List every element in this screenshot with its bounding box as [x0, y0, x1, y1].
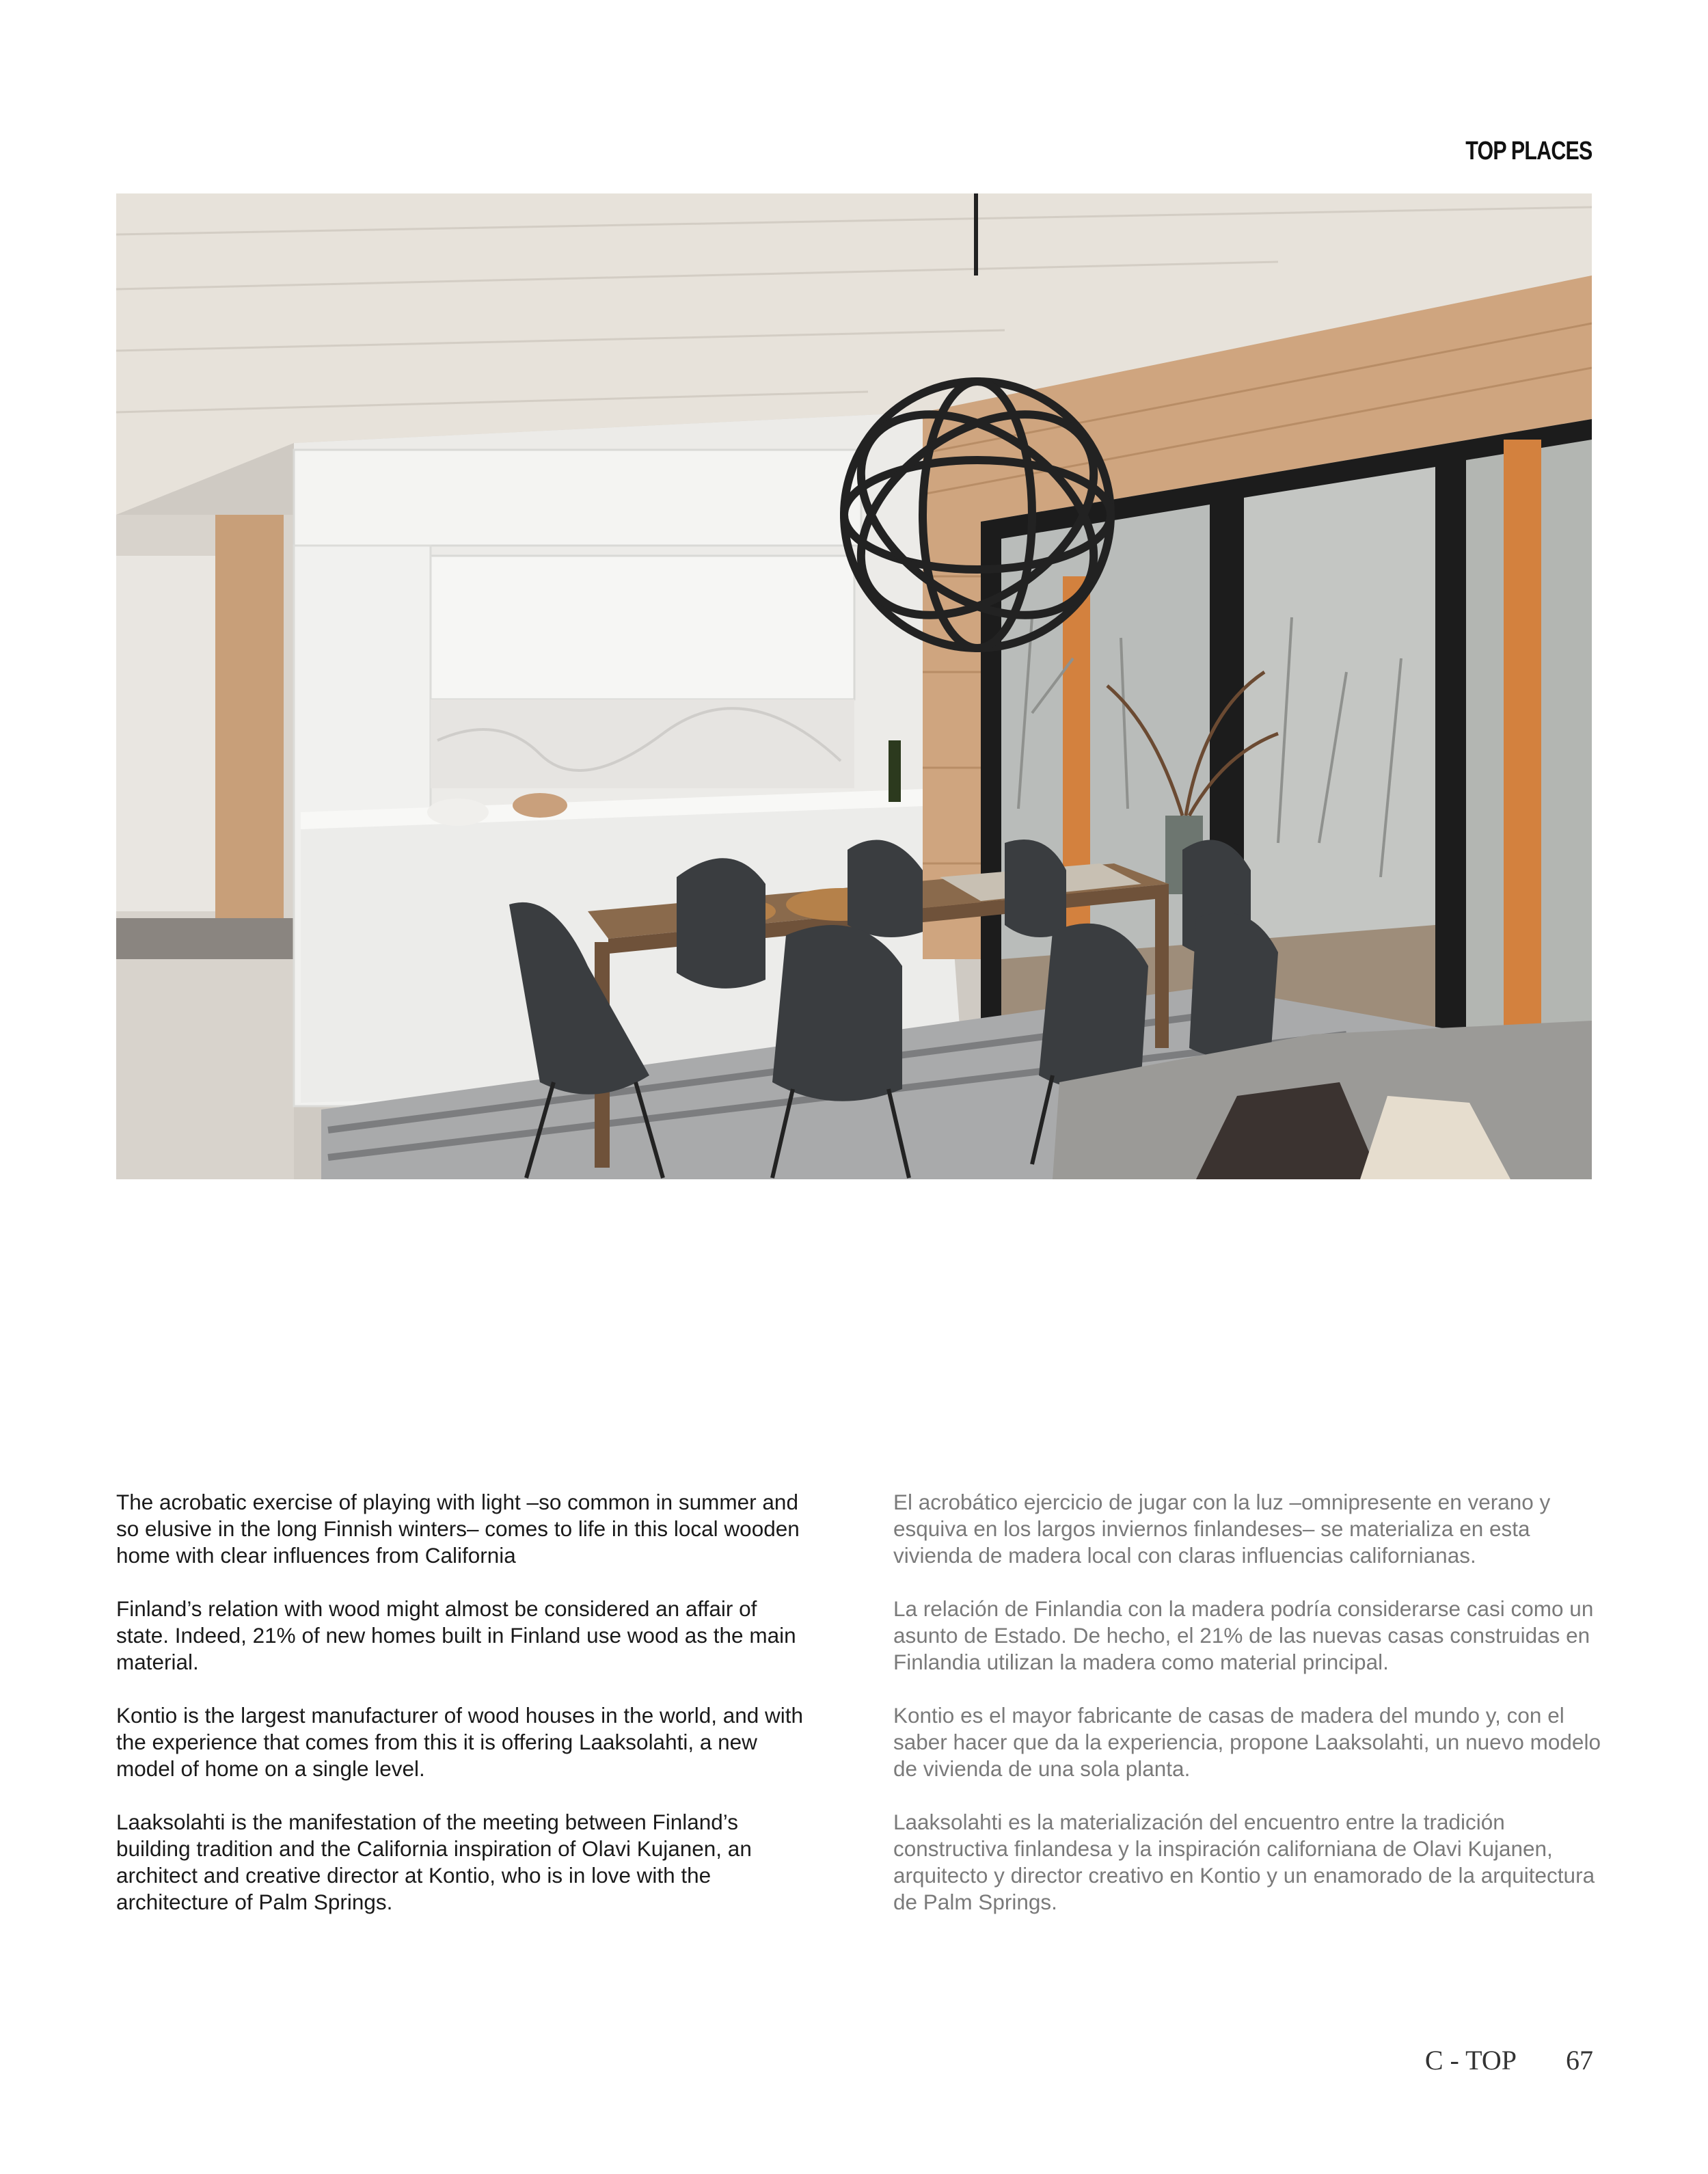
interior-photo [116, 193, 1592, 1179]
spanish-paragraph-4: Laaksolahti es la materialización del encuentro entre la tradición constructiva finlandesa y la inspiración californiana de Olavi Kujanen, arquitecto y director creativo en Kontio y un enamorado de la arquitectura de Palm Springs. [893, 1810, 1595, 1914]
section-label: TOP PLACES [1465, 137, 1592, 165]
spanish-column [893, 1489, 1604, 1942]
page-footer [1425, 2044, 1593, 2076]
english-paragraph-3: Kontio is the largest manufacturer of wood houses in the world, and with the experience that comes from this it is offering Laaksolahti, a new model of home on a single level. [116, 1703, 804, 1781]
english-paragraph-1: The acrobatic exercise of playing with light –so common in summer and so elusive in the long Finnish winters– comes to life in this local wooden home with clear influences from California [116, 1490, 800, 1568]
spanish-paragraph-3: Kontio es el mayor fabricante de casas de madera del mundo y, con el saber hacer que da la experiencia, propone Laaksolahti, un nuevo modelo de vivienda de una sola planta. [893, 1703, 1601, 1781]
page-number: 67 [1566, 2045, 1593, 2076]
english-column [116, 1489, 813, 1942]
interior-dining-kitchen-photo [116, 193, 1592, 1179]
magazine-name: C - TOP [1424, 2045, 1517, 2076]
spanish-paragraph-2: La relación de Finlandia con la madera podría considerarse casi como un asunto de Estado. De hecho, el 21% de las nuevas casas construidas en Finlandia utilizan la madera como material principal. [893, 1596, 1594, 1674]
english-paragraph-2: Finland’s relation with wood might almost be considered an affair of state. Indeed, 21% of new homes built in Finland use wood as the main material. [116, 1596, 796, 1674]
spanish-paragraph-1: El acrobático ejercicio de jugar con la luz –omnipresente en verano y esquiva en los largos inviernos finlandeses– se materializa en esta vivienda de madera local con claras influencias californianas. [893, 1490, 1551, 1568]
english-paragraph-4: Laaksolahti is the manifestation of the meeting between Finland’s building tradition and the California inspiration of Olavi Kujanen, an architect and creative director at Kontio, who is in love with the architecture of Palm Springs. [116, 1810, 752, 1914]
